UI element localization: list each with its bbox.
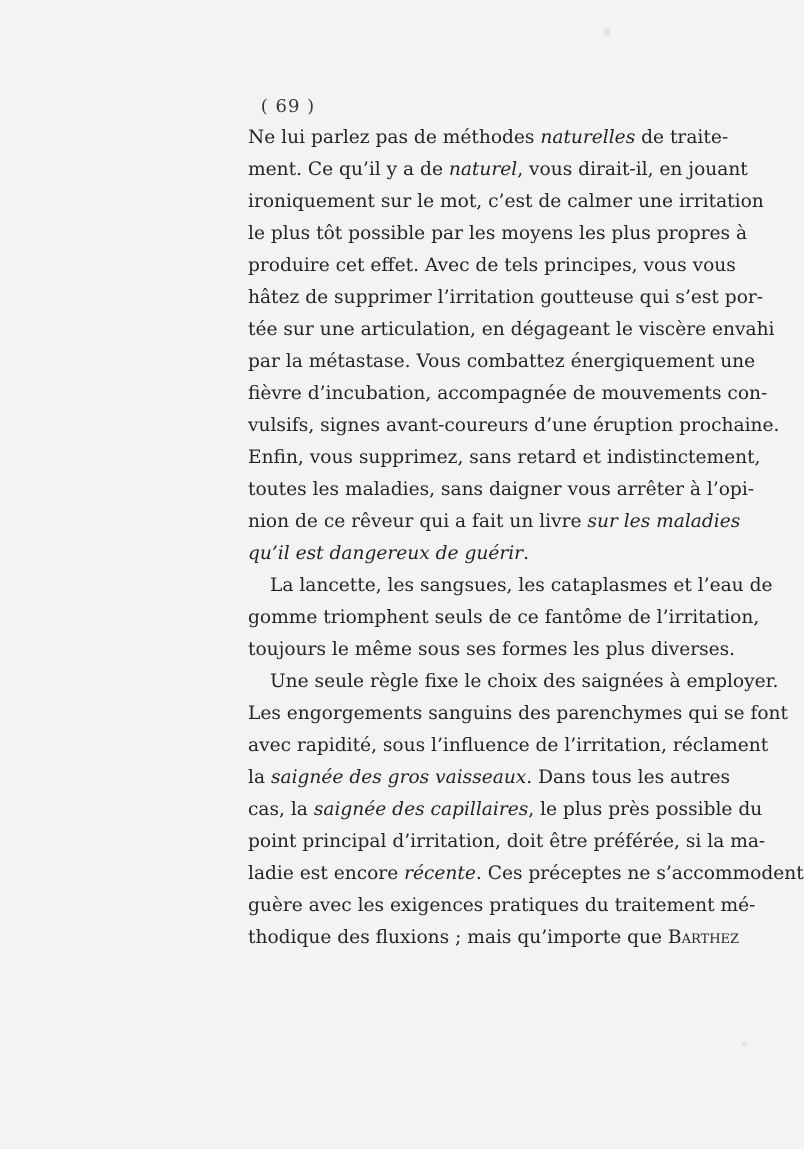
text-run: toutes les maladies, sans daigner vous arrêter à l’opi-: [248, 479, 755, 500]
page-number: ( 69 ): [260, 96, 316, 117]
text-run: toujours le même sous ses formes les plus diverses.: [248, 639, 736, 660]
text-run: gomme triomphent seuls de ce fantôme de l’irritation,: [248, 607, 760, 628]
text-run: nion de ce rêveur qui a fait un livre: [248, 511, 588, 532]
text-run: la: [248, 767, 271, 788]
text-line: [248, 922, 740, 954]
text-run: ment. Ce qu’il y a de: [248, 159, 449, 180]
text-line: [248, 794, 763, 826]
text-line: [248, 218, 748, 250]
paragraph: [248, 122, 780, 570]
text-line: [248, 250, 736, 282]
text-run: Une seule règle fixe le choix des saignées à employer.: [270, 671, 779, 692]
text-run: vulsifs, signes avant-coureurs d’une éruption prochaine.: [248, 415, 780, 436]
text-line: [248, 698, 788, 730]
text-run: Les engorgements sanguins des parenchymes qui se font: [248, 703, 788, 724]
text-line: [248, 282, 764, 314]
text-run: produire cet effet. Avec de tels principes, vous vous: [248, 255, 736, 276]
text-run: , le plus près possible du: [528, 799, 763, 820]
text-line: [248, 186, 764, 218]
text-run: .: [523, 543, 529, 564]
text-line: [248, 602, 760, 634]
body-text: [248, 122, 804, 954]
text-line: [248, 538, 710, 570]
text-run: . Ces préceptes ne s’accommodent: [475, 863, 804, 884]
text-run: ladie est encore: [248, 863, 405, 884]
text-line: [248, 154, 748, 186]
text-run: guère avec les exigences pratiques du traitement mé-: [248, 895, 756, 916]
text-line: [248, 570, 773, 602]
text-line: [248, 346, 756, 378]
text-run: . Dans tous les autres: [526, 767, 731, 788]
text-line: [248, 666, 779, 698]
text-run: de traite-: [635, 127, 729, 148]
paper-stain: [603, 28, 611, 36]
italic-text: qu’il est dangereux de guérir: [248, 543, 524, 564]
paragraph: [248, 666, 804, 954]
text-run: La lancette, les sangsues, les cataplasmes et l’eau de: [270, 575, 773, 596]
text-line: [248, 506, 741, 538]
text-line: [248, 314, 775, 346]
text-run: cas, la: [248, 799, 314, 820]
text-run: Enfin, vous supprimez, sans retard et indistinctement,: [248, 447, 761, 468]
text-run: Ne lui parlez pas de méthodes: [248, 127, 541, 148]
author-name: Barthez: [667, 927, 740, 948]
italic-text: naturelles: [540, 127, 636, 148]
italic-text: saignée des capillaires: [313, 799, 529, 820]
text-run: fièvre d’incubation, accompagnée de mouvements con-: [248, 383, 768, 404]
text-run: tée sur une articulation, en dégageant le viscère envahi: [248, 319, 775, 340]
text-line: [248, 122, 729, 154]
text-line: [248, 378, 768, 410]
text-line: [248, 762, 731, 794]
text-line: [248, 890, 756, 922]
italic-text: récente: [404, 863, 476, 884]
text-run: par la métastase. Vous combattez énergiquement une: [248, 351, 756, 372]
italic-text: sur les maladies: [587, 511, 741, 532]
text-run: thodique des fluxions ; mais qu’importe que: [248, 927, 668, 948]
text-run: le plus tôt possible par les moyens les plus propres à: [248, 223, 748, 244]
text-line: [248, 730, 769, 762]
text-line: [248, 410, 780, 442]
paper-stain: [742, 1042, 747, 1047]
italic-text: naturel: [448, 159, 518, 180]
text-line: [248, 474, 755, 506]
text-line: [248, 858, 804, 890]
text-run: point principal d’irritation, doit être préférée, si la ma-: [248, 831, 766, 852]
text-line: [248, 826, 766, 858]
text-run: avec rapidité, sous l’influence de l’irritation, réclament: [248, 735, 769, 756]
italic-text: saignée des gros vaisseaux: [270, 767, 527, 788]
text-run: hâtez de supprimer l’irritation goutteuse qui s’est por-: [248, 287, 764, 308]
paragraph: [248, 570, 773, 666]
text-line: [248, 634, 736, 666]
text-run: , vous dirait-il, en jouant: [517, 159, 748, 180]
text-line: [248, 442, 761, 474]
text-run: ironiquement sur le mot, c’est de calmer une irritation: [248, 191, 764, 212]
